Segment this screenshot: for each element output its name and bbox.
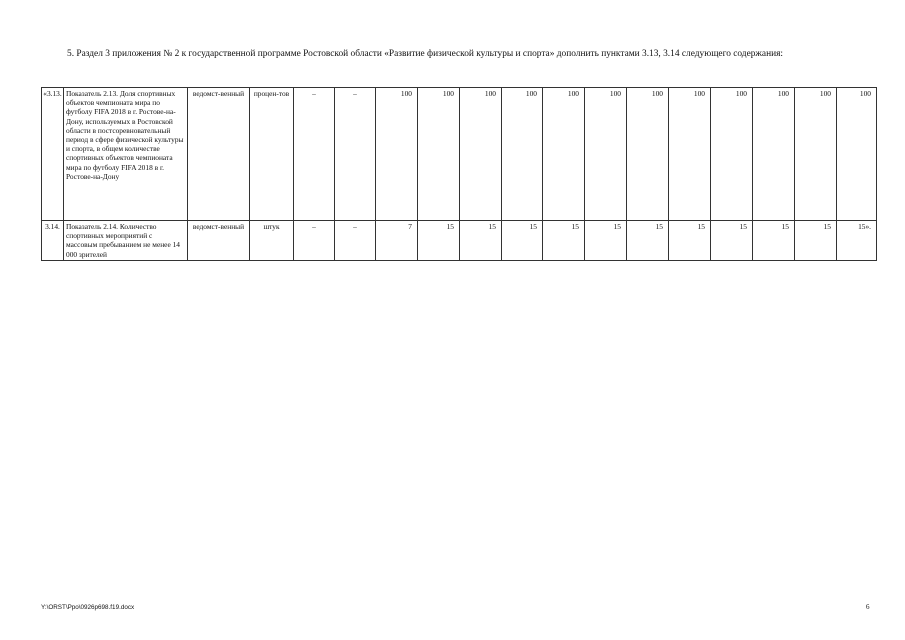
intro-paragraph: 5. Раздел 3 приложения № 2 к государственной программе Ростовской области «Развитие физической культуры и спорта» дополнить пунктами 3.13, 3.14 следующего содержания: xyxy=(67,49,784,59)
indicators-table xyxy=(41,87,877,261)
value-cell: – xyxy=(335,88,376,221)
indicator-type: ведомст-венный xyxy=(188,88,250,221)
value-cell: 100 xyxy=(585,88,627,221)
value-cell: 15 xyxy=(795,221,837,261)
value-cell: 15 xyxy=(711,221,753,261)
table-row xyxy=(42,88,877,221)
indicator-unit: штук xyxy=(250,221,294,261)
value-cell: 7 xyxy=(376,221,418,261)
value-cell: 100 xyxy=(753,88,795,221)
footer-file-path: Y:\ORST\Ppo\0926p698.f19.docx xyxy=(41,604,135,611)
page-number: 6 xyxy=(866,603,870,611)
value-cell: 15 xyxy=(627,221,669,261)
value-cell: – xyxy=(294,221,335,261)
value-cell: 100 xyxy=(711,88,753,221)
value-cell: – xyxy=(335,221,376,261)
value-cell: 100 xyxy=(376,88,418,221)
indicator-name: Показатель 2.14. Количество спортивных мероприятий с массовым пребыванием не менее 14 000 зрителей xyxy=(64,221,188,261)
value-cell: 15 xyxy=(418,221,460,261)
indicator-name: Показатель 2.13. Доля спортивных объектов чемпионата мира по футболу FIFA 2018 в г. Ростове-на-Дону, используемых в Ростовской области в постсоревновательный период в сфере физической культуры и спорта, в общем количестве спортивных объектов чемпионата мира по футболу FIFA 2018 в г. Ростове-на-Дону xyxy=(64,88,188,221)
value-cell: 100 xyxy=(418,88,460,221)
indicator-unit: процен-тов xyxy=(250,88,294,221)
value-cell: 100 xyxy=(460,88,502,221)
value-cell: 100 xyxy=(795,88,837,221)
value-cell: – xyxy=(294,88,335,221)
value-cell: 100 xyxy=(837,88,877,221)
value-cell: 15 xyxy=(543,221,585,261)
value-cell: 100 xyxy=(502,88,543,221)
indicator-type: ведомст-венный xyxy=(188,221,250,261)
value-cell: 15 xyxy=(502,221,543,261)
row-number: 3.14. xyxy=(42,221,64,261)
value-cell: 15 xyxy=(460,221,502,261)
value-cell: 15 xyxy=(753,221,795,261)
value-cell: 100 xyxy=(669,88,711,221)
value-cell: 15 xyxy=(585,221,627,261)
value-cell: 100 xyxy=(627,88,669,221)
value-cell: 15 xyxy=(669,221,711,261)
value-cell: 15». xyxy=(837,221,877,261)
table-row xyxy=(42,221,877,261)
value-cell: 100 xyxy=(543,88,585,221)
row-number: «3.13. xyxy=(42,88,64,221)
